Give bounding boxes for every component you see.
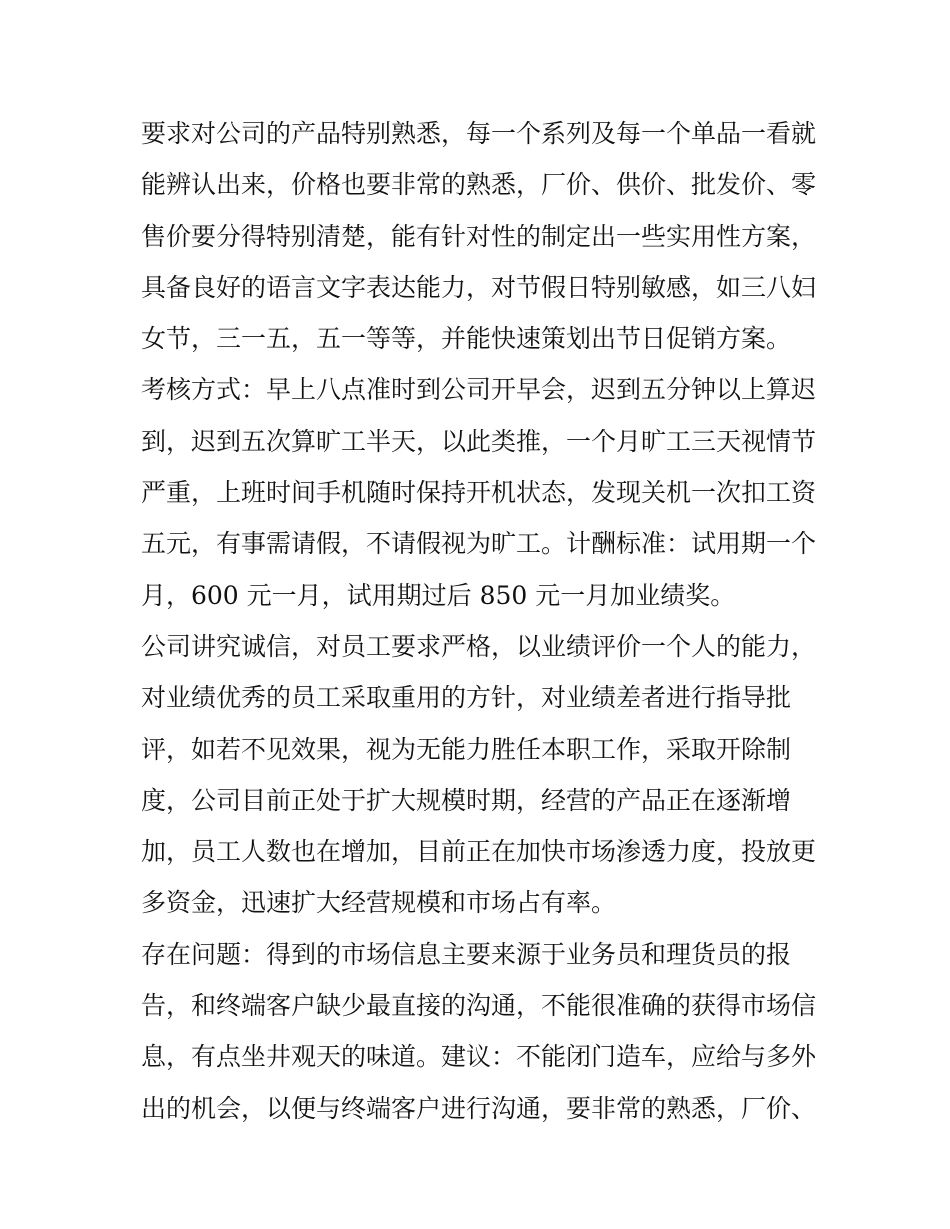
text-line: 加，员工人数也在增加，目前正在加快市场渗透力度，投放更 (141, 837, 817, 867)
text-line: 五元，有事需请假，不请假视为旷工。计酬标准：试用期一个 (141, 529, 817, 559)
text-line: 对业绩优秀的员工采取重用的方针，对业绩差者进行指导批 (141, 683, 792, 713)
text-line: 公司讲究诚信，对员工要求严格，以业绩评价一个人的能力， (141, 631, 817, 661)
text-line: 多资金，迅速扩大经营规模和市场占有率。 (141, 888, 617, 918)
text-line: 严重，上班时间手机随时保持开机状态，发现关机一次扣工资 (141, 478, 817, 508)
text-line: 告，和终端客户缺少最直接的沟通，不能很准确的获得市场信 (141, 991, 817, 1021)
text-line: 售价要分得特别清楚，能有针对性的制定出一些实用性方案， (141, 221, 817, 251)
text-line: 女节，三一五，五一等等，并能快速策划出节日促销方案。 (141, 324, 792, 354)
text-line: 考核方式：早上八点准时到公司开早会，迟到五分钟以上算迟 (141, 375, 817, 405)
text-line: 度，公司目前正处于扩大规模时期，经营的产品正在逐渐增 (141, 785, 792, 815)
text-line: 具备良好的语言文字表达能力，对节假日特别敏感，如三八妇 (141, 272, 817, 302)
text-line: 息，有点坐井观天的味道。建议：不能闭门造车，应给与多外 (141, 1042, 817, 1072)
text-line: 存在问题：得到的市场信息主要来源于业务员和理货员的报 (141, 939, 792, 969)
text-line: 到，迟到五次算旷工半天，以此类推，一个月旷工三天视情节 (141, 426, 817, 456)
text-line: 出的机会，以便与终端客户进行沟通，要非常的熟悉，厂价、 (141, 1093, 817, 1123)
text-line: 要求对公司的产品特别熟悉，每一个系列及每一个单品一看就 (141, 119, 817, 148)
text-line: 评，如若不见效果，视为无能力胜任本职工作，采取开除制 (141, 734, 792, 764)
text-line: 月，600 元一月，试用期过后 850 元一月加业绩奖。 (141, 580, 736, 610)
text-line: 能辨认出来，价格也要非常的熟悉，厂价、供价、批发价、零 (141, 170, 817, 200)
body-text (141, 108, 821, 1134)
